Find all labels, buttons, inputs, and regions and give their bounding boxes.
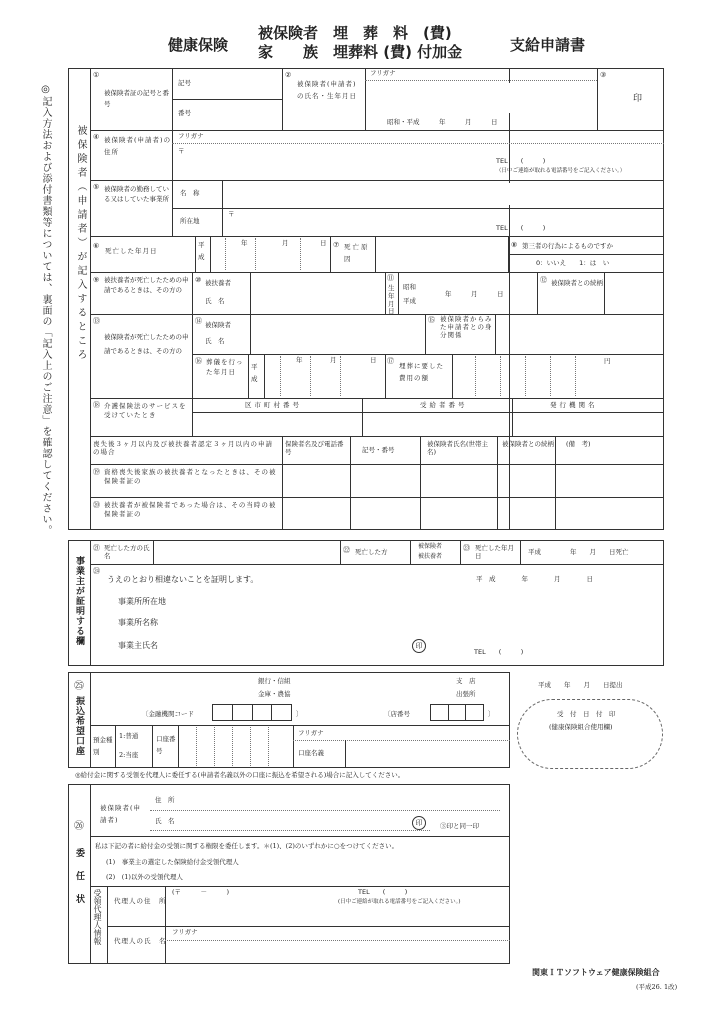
section2-vertical-label: 事業主が証明する欄 [74, 556, 84, 646]
f18-label: 介護保険法のサービスを受けていたとき [104, 402, 187, 420]
deposit-option-1[interactable]: 1:普通 [119, 732, 139, 740]
bank-note: ◎給付金に関する受領を代理人に委任する(申請者名義以外の口座に振込を希望される)場合に記入してください。 [75, 771, 405, 779]
f5-label: 被保険者の勤務している又はしていた事業所 [104, 185, 169, 204]
employer-seal-mark: 印 [412, 639, 426, 653]
proxy-statement: 私は下記の者に給付金の受領に関する権限を委任します。＊(1)、(2)のいずれかに○をつけてください。 [95, 842, 399, 850]
f6-label: 死亡した年月日 [105, 247, 158, 255]
submit-date: 平成 年 月 日提出 [538, 681, 623, 689]
insured-name-field[interactable] [252, 316, 422, 352]
proxy-option-1[interactable]: (1) 事業主の選定した保険給付金受領代理人 [106, 858, 239, 866]
applicant-tel: TEL ( ) [496, 157, 546, 165]
agent-name-field[interactable] [168, 943, 506, 961]
employer-statement: うえのとおり相違ないことを証明します。 [107, 575, 259, 584]
kigo-field[interactable] [230, 70, 282, 98]
f9-label: 被扶養者が死亡したための申請であるときは、その方の [104, 276, 189, 294]
side-note: ◎記入方法および添付書類等については、裏面の「記入上のご注意」を確認してください。 [40, 84, 51, 536]
bank-code-boxes[interactable] [212, 704, 292, 721]
applicant-name-field[interactable] [368, 83, 594, 113]
title-part2a: 被保険者 埋 葬 料 (費) [258, 24, 452, 42]
cause-of-death-field[interactable] [378, 238, 506, 270]
proxy-option-2[interactable]: (2) (1)以外の受領代理人 [106, 873, 183, 881]
section4-vertical-label: 委任状 [74, 848, 84, 917]
account-holder-field[interactable] [348, 743, 506, 765]
bango-field[interactable] [200, 101, 282, 129]
f20-label: 被扶養者が被保険者であった場合は、その当時の被保険者証の [104, 501, 277, 519]
title-part2b: 家 族 埋葬料 (費) 付加金 [258, 43, 463, 61]
dependent-name-field[interactable] [252, 274, 382, 312]
branch-code-boxes[interactable] [430, 704, 484, 721]
section1-vertical-label: 被保険者（申請者）が記入するところ [75, 125, 86, 363]
f8-options[interactable]: 0：いいえ 1：は い [536, 259, 610, 267]
f1-label: 被保険者証の記号と番号 [104, 89, 169, 109]
f4-label: 被保険者(申請者)の住所 [104, 136, 172, 157]
section3-vertical-label: 振込希望口座 [74, 696, 84, 756]
f19-head-label: 喪失後３ヶ月以内及び被扶養者認定３ヶ月以内の申請の場合 [93, 440, 273, 457]
applicant-address-field[interactable] [190, 146, 480, 176]
revision: (平成26. 1改) [636, 983, 678, 991]
f19-label: 資格喪失後家族の被扶養者となったときは、その被保険者証の [104, 468, 277, 486]
applicant-birthdate: 昭和・平成 年 月 日 [387, 118, 498, 126]
f2-label: 被保険者(申請者)の氏名・生年月日 [297, 80, 357, 101]
org-name: 関東ＩＴソフトウェア健康保険組合 [532, 968, 660, 977]
deceased-name-field[interactable] [155, 542, 335, 562]
f8-label: 第三者の行為によるものですか [522, 242, 613, 250]
deposit-option-2[interactable]: 2:当座 [119, 751, 139, 759]
seal-mark: 印 [633, 94, 643, 104]
f7-label: 死亡原因 [344, 243, 370, 263]
title-part1: 健康保険 [168, 36, 229, 54]
workplace-name-field[interactable] [225, 183, 661, 205]
title-part3: 支給申請書 [510, 36, 586, 54]
f13-label: 被保険者が死亡したための申請であるときは、その方の [104, 333, 189, 356]
proxy-seal-mark: 印 [412, 816, 426, 830]
